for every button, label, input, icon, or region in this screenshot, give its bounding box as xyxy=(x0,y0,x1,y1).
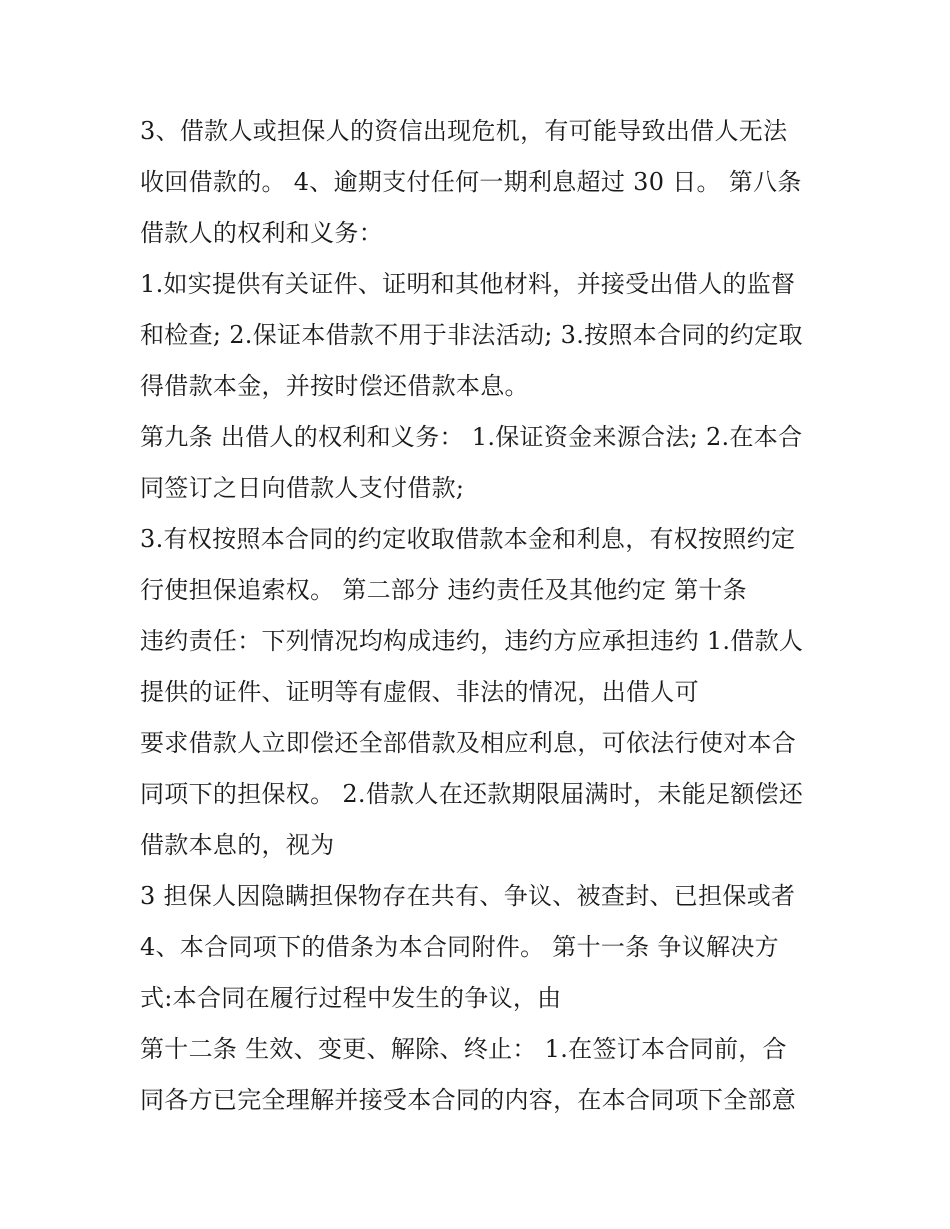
document-body xyxy=(140,106,830,1126)
text-line: 借款本息的，视为 xyxy=(140,831,335,859)
text-line: 3.有权按照本合同的约定收取借款本金和利息，有权按照约定 xyxy=(140,525,796,553)
text-line: 违约责任：下列情况均构成违约，违约方应承担违约 1.借款人 xyxy=(140,627,804,655)
text-line: 第九条 出借人的权利和义务： 1.保证资金来源合法; 2.在本合 xyxy=(140,423,803,451)
text-line: 3、借款人或担保人的资信出现危机，有可能导致出借人无法 xyxy=(140,117,788,145)
text-line: 得借款本金，并按时偿还借款本息。 xyxy=(140,372,529,400)
text-line: 提供的证件、证明等有虚假、非法的情况，出借人可 xyxy=(140,678,699,706)
text-line: 借款人的权利和义务： xyxy=(140,219,383,247)
text-line: 式:本合同在履行过程中发生的争议，由 xyxy=(140,984,562,1012)
text-line: 同项下的担保权。 2.借款人在还款期限届满时，未能足额偿还 xyxy=(140,780,804,808)
text-line: 1.如实提供有关证件、证明和其他材料，并接受出借人的监督 xyxy=(140,270,796,298)
text-line: 4、本合同项下的借条为本合同附件。 第十一条 争议解决方 xyxy=(140,933,779,961)
text-line: 3 担保人因隐瞒担保物存在共有、争议、被查封、已担保或者 xyxy=(140,882,796,910)
text-line: 要求借款人立即偿还全部借款及相应利息，可依法行使对本合 xyxy=(140,729,797,757)
text-line: 和检查; 2.保证本借款不用于非法活动; 3.按照本合同的约定取 xyxy=(140,321,803,349)
text-line: 同签订之日向借款人支付借款; xyxy=(140,474,465,502)
text-line: 行使担保追索权。 第二部分 违约责任及其他约定 第十条 xyxy=(140,576,747,604)
text-line: 第十二条 生效、变更、解除、终止： 1.在签订本合同前，合 xyxy=(140,1035,787,1063)
text-line: 收回借款的。 4、逾期支付任何一期利息超过 30 日。 第八条 xyxy=(140,168,802,196)
text-line: 同各方已完全理解并接受本合同的内容，在本合同项下全部意 xyxy=(140,1086,797,1114)
